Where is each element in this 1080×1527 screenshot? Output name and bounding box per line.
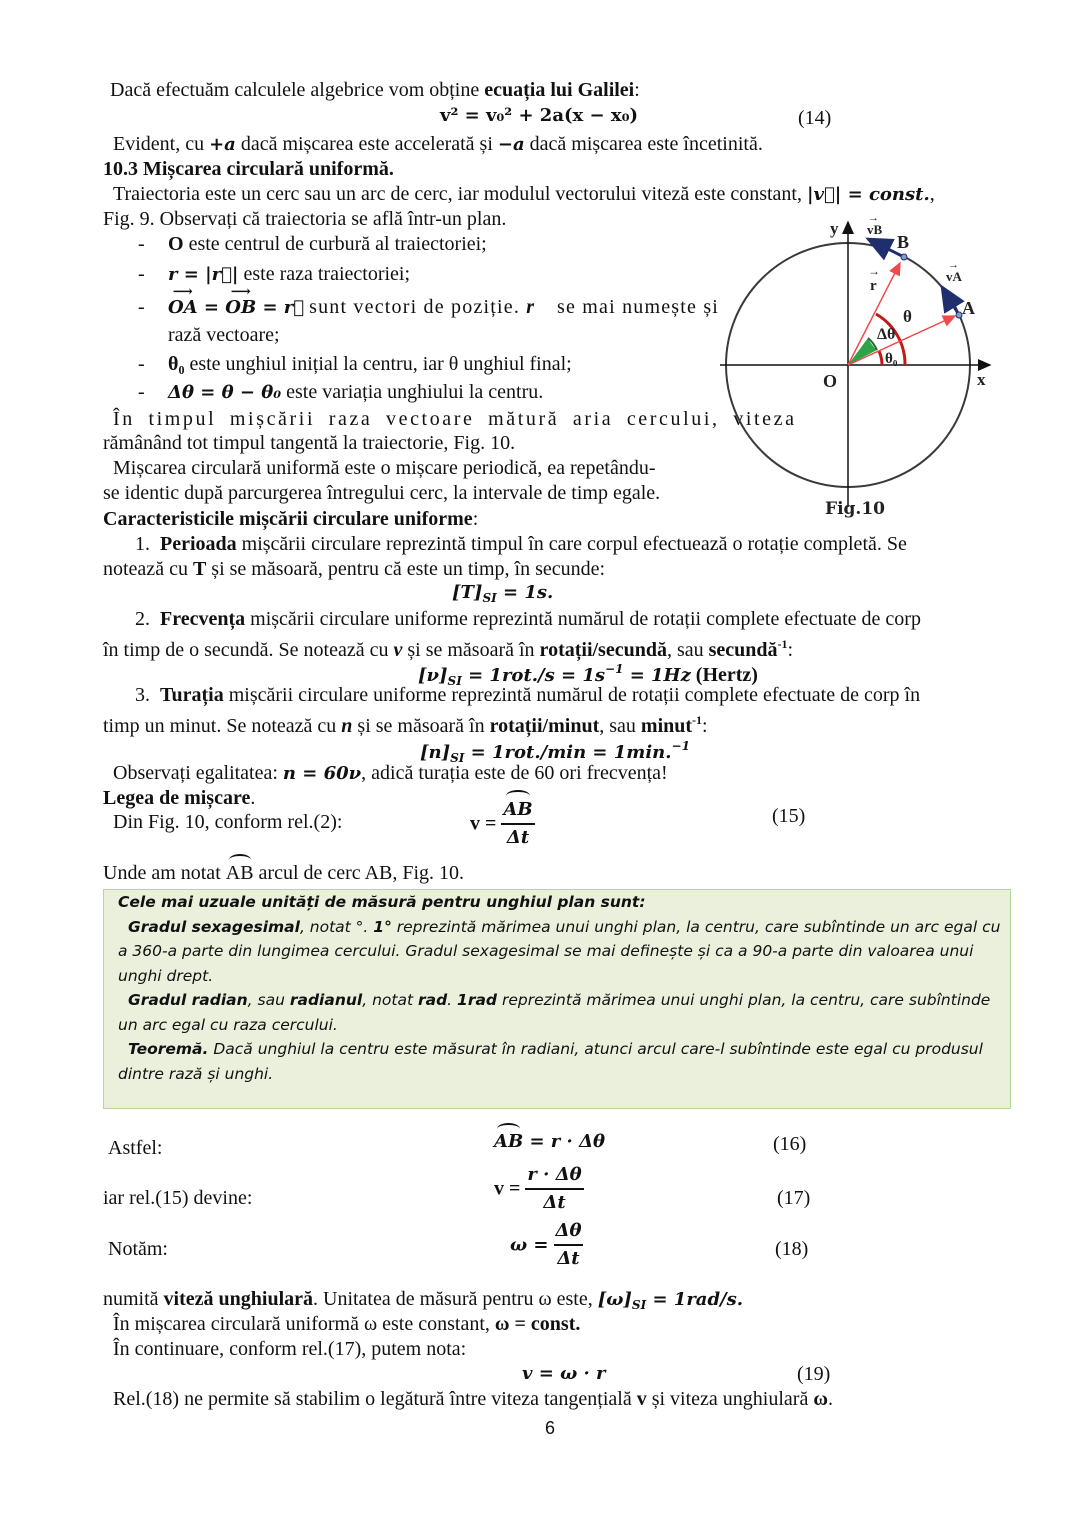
note-theorem-l1 [128,1038,983,1060]
text: Unde am notat [103,862,226,884]
text: Gradul sexagesimal [128,918,300,936]
note-radian-l2: un arc egal cu raza cercului. [118,1016,338,1034]
text: În mișcarea circulară uniformă ω este constant, [113,1313,495,1335]
bullet-dash: - [138,353,145,375]
note-radian-l1 [128,989,990,1011]
text: ω [813,1388,828,1410]
text: și viteza unghiulară [646,1388,814,1410]
text: r · Δθ [525,1162,583,1190]
text: și se măsoară, pentru că este un timp, în secunde: [206,558,606,580]
note-theorem-l2: dintre rază și unghi. [118,1065,274,1083]
rotation-term: Turația [160,684,224,706]
rotation-unit-formula: $[n]_{SI} = 1rot./\min = 1\min.^{-1}$ [420,739,690,765]
text: reprezintă mărimea unui unghi plan, la centru, care subîntinde un arc egal cu [391,918,1001,936]
section-title: 10.3 Mișcarea circulară uniformă. [103,158,394,180]
text: O [168,233,184,255]
evident-line [113,132,763,157]
point-b [901,254,907,260]
vb-vector-arrow-icon: → [868,212,879,224]
relation-line [113,1387,833,1411]
text: mișcării circulare uniforme reprezintă numărul de rotații complete efectuate de corp în [223,684,921,706]
symbol-n: n [341,715,353,737]
position-vectors-math: OA ⟶ = OB ⟶ = r⃗ [168,297,304,318]
equation-15 [470,797,535,851]
text: : [472,508,479,530]
arc-ab: AB [503,797,532,823]
figure-caption: Fig.10 [825,499,885,519]
text: notează cu [103,558,193,580]
text: -1 [777,637,788,651]
arc-notation-line [103,861,464,885]
symbol-t: T [192,558,207,580]
origin-label: O [823,371,838,391]
iar-label: iar rel.(15) devine: [103,1187,253,1209]
note-sexagesimal-l3: unghi drept. [118,967,214,985]
text: : [787,639,794,661]
text: reprezintă mărimea unui unghi plan, la centru, care subîntinde [497,991,991,1009]
text: 1rad [457,991,498,1009]
note-sexagesimal-l1 [128,916,1000,938]
period-term: Perioada [160,533,237,555]
bullet-dash: - [138,233,145,255]
b-label: B [897,232,910,252]
notam-label: Notăm: [108,1238,168,1260]
text: = r · Δθ [523,1131,606,1152]
equation-18-number: (18) [775,1238,809,1260]
rotation-line-1 [135,683,920,707]
equation-17-number: (17) [777,1187,811,1209]
observe-line [113,761,668,786]
text: secundă [708,639,778,661]
text: Dacă efectuăm calculele algebrice vom obține [110,79,485,101]
arc-ab: AB [494,1131,524,1152]
text: dacă mișcarea este accelerată și [235,133,498,155]
r-label: r [870,278,877,294]
law-from-fig: Din Fig. 10, conform rel.(2): [113,811,343,833]
text: viteză unghiulară [163,1288,313,1310]
trajectory-line [113,182,935,207]
equation-14: v² = v₀² + 2a(x − x₀) [440,105,638,126]
bullet-radius-vector-cont: rază vectoare; [168,324,280,346]
text: radianul [289,991,363,1009]
list-number: 3. [135,684,150,706]
bullet-dash: - [138,263,145,285]
list-number: 2. [135,608,150,630]
text: θ₀ [168,353,185,375]
text: mișcării circulare reprezintă timpul în care corpul efectuează o rotație completă. Se [236,533,907,555]
text: și se măsoară în [402,639,540,661]
para-sweep-l2: rămânând tot timpul tangentă la traiectorie, Fig. 10. [103,432,516,454]
text: , notat [362,991,418,1009]
text: . [827,1388,833,1410]
radius-oa [848,316,955,365]
symbol-nu: ν [393,639,403,661]
frequency-unit-formula: $[\nu]_{SI} = 1rot./s = 1s^{-1} = 1Hz$ (Hertz) [418,662,758,688]
minus-a: −a [497,134,525,155]
bullet-angles [168,352,572,376]
text: rad [417,991,448,1009]
text: Dacă unghiul la centru este măsurat în radiani, atunci arcul care-l subîntinde este egal cu produsul [208,1040,983,1058]
text: , sau [247,991,290,1009]
plus-a: +a [209,134,236,155]
text: r = |r⃗| [168,264,239,285]
text: , sau [599,715,641,737]
list-number: 1. [135,533,150,555]
galilei-intro-line [110,78,640,102]
theta0-arc [879,351,882,365]
law-heading [103,786,255,810]
text: timp un minut. Se notează cu [103,715,342,737]
text: și se măsoară în [352,715,490,737]
text: Traiectoria este un cerc sau un arc de cerc, iar modulul vectorului viteză este constant, [113,183,807,205]
text: este unghiul inițial la centru, iar θ unghiul final; [184,353,572,375]
text: Legea de mișcare [103,787,251,809]
text: : [634,79,640,101]
text: este raza traiectoriei; [238,263,411,285]
r-vector-arrow-icon: → [868,264,880,278]
text: numită [103,1288,164,1310]
theta0-label: θ₀ [885,351,898,367]
para-periodic-l2: se identic după parcurgerea întregului cerc, la intervale de timp egale. [103,482,661,504]
text: minut [640,715,693,737]
text: Caracteristicile mișcării circulare uniforme [103,508,473,530]
text: : [702,715,708,737]
bullet-delta-angle [168,380,543,405]
text: mișcării circulare uniforme reprezintă numărul de rotații complete efectuate de corp [245,608,921,630]
text: arcul de cerc AB, Fig. 10. [253,862,465,884]
text: ω = const. [494,1313,581,1335]
vb-label: vB [867,222,883,237]
para-sweep-l1: În timpul mișcării raza vectoare mătură aria cercului, viteza [113,408,797,430]
omega-constant-line [113,1312,580,1336]
text: v [636,1388,647,1410]
text: v = [494,1177,521,1200]
text: Δt [557,1248,580,1269]
theta-label: θ [903,307,912,326]
text: Observați egalitatea: [113,762,283,784]
period-unit-formula: $[T]_{SI} = 1s$. [452,582,554,605]
x-label: x [977,370,986,389]
va-label: vA [946,269,962,284]
bullet-center [168,232,487,256]
text: Δθ = θ − θ₀ [168,382,282,403]
para-periodic-l1: Mișcarea circulară uniformă este o mișcare periodică, ea repetându- [113,457,656,479]
text: dacă mișcarea este încetinită. [524,133,763,155]
text: (Hertz) [690,664,758,686]
text: Δθ [554,1218,584,1246]
galilei-term: ecuația lui Galilei [484,79,635,101]
text: este centrul de curbură al traiectoriei; [183,233,487,255]
text: , [929,183,935,205]
equation-19: v = ω · r [522,1363,606,1384]
n-equals-60nu: n = 60ν [282,763,362,784]
angular-velocity-line: numită viteză unghiulară. Unitatea de măsură pentru ω este, $[\omega]_{SI} = 1rad/s$. [103,1288,744,1312]
text: Δt [506,827,530,848]
text: v = [470,812,497,835]
text: Evident, cu [113,133,210,155]
text: Δt [543,1192,566,1213]
y-label: y [830,219,839,238]
text: Teoremă. [128,1040,209,1058]
va-vector-arrow-icon: → [948,259,959,271]
text: rotații/minut [489,715,600,737]
bullet-radius [168,262,410,287]
bullet-dash: - [138,381,145,403]
page-number: 6 [545,1418,556,1438]
period-line-1 [135,532,907,556]
text: Rel.(18) ne permite să stabilim o legătură între viteza tangențială [113,1388,637,1410]
text: -1 [692,713,703,727]
bullet-dash: - [138,296,145,318]
note-sexagesimal-l2: a 360-a parte din lungimea cercului. Gradul sexagesimal se mai definește și ca a 90-a parte din valoarea unui [118,942,974,960]
a-label: A [962,298,975,318]
text: este variația unghiului la centru. [281,381,544,403]
text: , sau [666,639,709,661]
frequency-term: Frecvența [160,608,246,630]
velocity-constant: |v⃗| = const. [806,184,930,205]
equation-17 [494,1162,584,1216]
arc-ab: AB [225,862,254,884]
bullet-position-vectors [168,295,720,320]
equation-15-number: (15) [772,805,806,827]
equation-18 [510,1218,583,1272]
text: . Unitatea de măsură pentru ω este, [313,1288,598,1310]
note-heading [118,891,646,913]
text: , adică turația este de 60 ori frecvența! [361,762,668,784]
delta-theta-label: Δθ [877,326,896,343]
equation-16-number: (16) [773,1133,807,1155]
text: . [447,991,458,1009]
text: rotații/secundă [539,639,667,661]
figure-circular-motion [715,210,1015,520]
text: Gradul radian [128,991,248,1009]
text: , notat °. [299,918,374,936]
continue-line: În continuare, conform rel.(17), putem nota: [113,1338,467,1360]
velocity-a-arrow [942,287,959,315]
plane-line: Fig. 9. Observați că traiectoria se află într-un plan. [103,208,507,230]
text: în timp de o secundă. Se notează cu [103,639,394,661]
frequency-line-1 [135,607,921,631]
text: 1° [373,918,392,936]
period-line-2 [103,557,605,581]
text: sunt vectori de poziție. r⃗ se mai numește și [309,296,720,318]
text: . [250,787,256,809]
equation-16 [494,1130,605,1154]
characteristics-heading [103,507,478,531]
equation-19-number: (19) [797,1363,831,1385]
astfel-label: Astfel: [108,1137,163,1159]
equation-14-number: (14) [798,107,832,129]
text: Cele mai uzuale unități de măsură pentru unghiul plan sunt: [118,893,646,911]
text: ω = [510,1234,549,1256]
